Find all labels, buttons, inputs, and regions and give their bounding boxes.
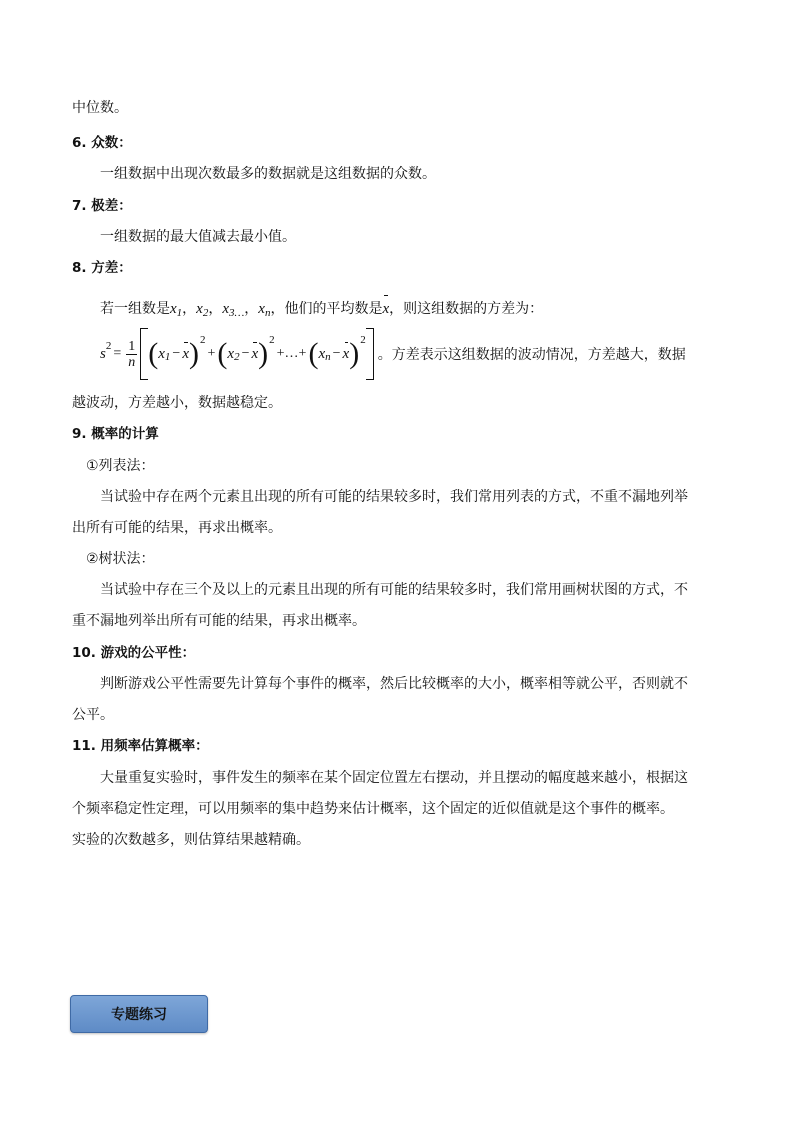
math-equals: = (113, 346, 122, 361)
math-var: x (170, 301, 177, 317)
math-sub: 3 (229, 307, 235, 319)
math-comma: ， (244, 301, 259, 317)
math-comma: ， (182, 301, 197, 317)
math-sub: 2 (202, 307, 209, 319)
math-mean-x: x (182, 345, 189, 362)
heading-variance: 8. 方差： (72, 260, 132, 276)
paragraph-mode: 一组数据中出现次数最多的数据就是这组数据的众数。 (100, 166, 436, 182)
subheading-table-method: ①列表法： (86, 458, 155, 474)
continued-text: 中位数。 (72, 100, 128, 116)
paragraph-frequency-2: 个频率稳定性定理，可以用频率的集中趋势来估计概率，这个固定的近似值就是这个事件的概率。 (72, 801, 674, 817)
math-exponent: 2 (360, 334, 366, 346)
math-var: x (258, 301, 265, 317)
math-minus: − (172, 346, 181, 361)
paragraph-variance-explain: 。方差表示这组数据的波动情况，方差越大，数据 (377, 347, 686, 363)
text-segment: 若一组数是 (100, 301, 170, 317)
term-2: ( x 2 − x ) 2 (217, 334, 275, 370)
math-sub: n (325, 351, 331, 363)
fraction-one-over-n (126, 339, 137, 370)
math-exponent: 2 (105, 340, 112, 352)
math-exponent: 2 (269, 334, 275, 346)
paragraph-fairness-2: 公平。 (72, 707, 114, 723)
fraction-numerator: 1 (128, 338, 136, 354)
paragraph-frequency-3: 实验的次数越多，则估算结果越精确。 (72, 832, 310, 848)
math-var: x (227, 345, 235, 362)
math-mean-x: x (251, 345, 259, 362)
fraction-denominator: n (128, 354, 136, 370)
math-sub: 1 (164, 351, 171, 363)
math-comma: ， (208, 301, 223, 317)
topic-practice-button[interactable]: 专题练习 (70, 995, 208, 1033)
math-sub: 2 (234, 351, 240, 363)
math-mean-x: x (382, 301, 390, 317)
math-sub: 1 (176, 307, 183, 319)
math-mean-x: x (342, 345, 350, 362)
paragraph-variance-end: 越波动，方差越小，数据越稳定。 (72, 395, 282, 411)
math-plus: + (207, 346, 216, 361)
math-sub: n (264, 307, 271, 319)
paragraph-tree-method-1: 当试验中存在三个及以上的元素且出现的所有可能的结果较多时，我们常用画树状图的方式，不 (100, 582, 688, 598)
heading-frequency: 11. 用频率估算概率： (72, 738, 209, 754)
math-var: x (196, 301, 203, 317)
term-n: ( x n − x ) 2 (308, 334, 366, 370)
heading-fairness: 10. 游戏的公平性： (72, 645, 196, 661)
math-minus: − (241, 346, 250, 361)
right-bracket (366, 328, 374, 380)
variance-formula (100, 326, 686, 382)
heading-range: 7. 极差： (72, 198, 132, 214)
paragraph-range: 一组数据的最大值减去最小值。 (100, 229, 296, 245)
paragraph-table-method-1: 当试验中存在两个元素且出现的所有可能的结果较多时，我们常用列表的方式，不重不漏地列举 (100, 489, 688, 505)
paragraph-table-method-2: 出所有可能的结果，再求出概率。 (72, 520, 282, 536)
subheading-tree-method: ②树状法： (86, 551, 155, 567)
math-exponent: 2 (200, 334, 206, 346)
left-bracket (140, 328, 148, 380)
math-s: s (100, 345, 106, 362)
math-var: x (158, 345, 165, 362)
math-dots: … (234, 307, 245, 319)
paragraph-variance-intro (100, 299, 543, 320)
term-1: ( x 1 − x ) 2 (148, 334, 206, 370)
paragraph-frequency-1: 大量重复实验时，事件发生的频率在某个固定位置左右摆动，并且摆动的幅度越来越小，根据这 (100, 770, 688, 786)
text-segment: ，他们的平均数是 (270, 301, 383, 317)
math-minus: − (332, 346, 341, 361)
math-plus-dots: +…+ (276, 346, 307, 361)
math-var: x (222, 301, 230, 317)
math-var: x (318, 345, 326, 362)
paragraph-fairness-1: 判断游戏公平性需要先计算每个事件的概率，然后比较概率的大小，概率相等就公平，否则就不 (100, 676, 688, 692)
heading-probability: 9. 概率的计算 (72, 426, 159, 442)
paragraph-tree-method-2: 重不漏地列举出所有可能的结果，再求出概率。 (72, 613, 366, 629)
heading-mode: 6. 众数： (72, 135, 132, 151)
text-segment: ，则这组数据的方差为： (389, 301, 544, 317)
